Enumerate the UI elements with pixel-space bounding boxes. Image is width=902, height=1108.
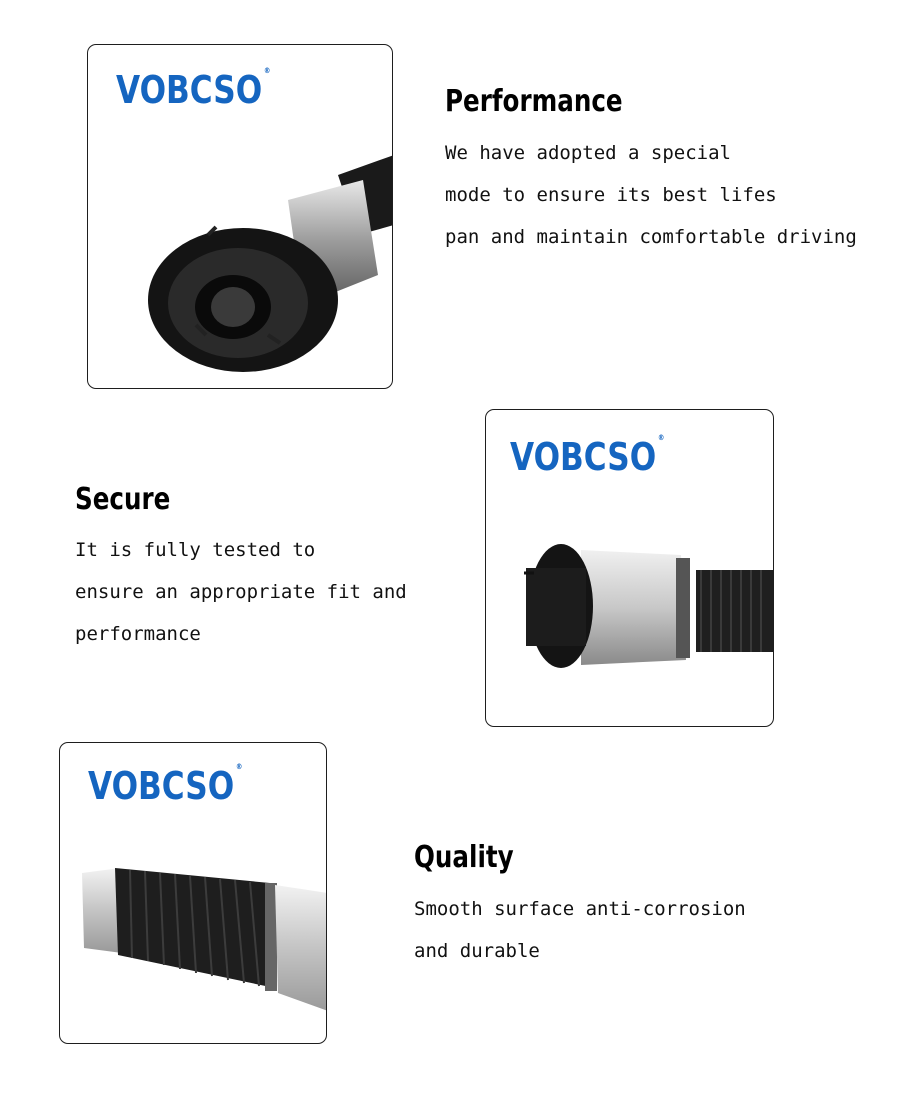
brand-logo: VOBCSO ® bbox=[510, 433, 665, 479]
product-image-card-performance bbox=[87, 44, 393, 389]
brand-logo: VOBCSO ® bbox=[116, 66, 271, 112]
brand-logo: VOBCSO ® bbox=[88, 762, 243, 808]
section-heading-secure: Secure bbox=[75, 482, 171, 517]
section-text-performance bbox=[445, 132, 857, 258]
text-line: performance bbox=[75, 623, 201, 645]
text-line: We have adopted a special bbox=[445, 142, 731, 164]
text-line: mode to ensure its best lifes bbox=[445, 184, 777, 206]
text-line: and durable bbox=[414, 940, 540, 962]
product-image-card-quality bbox=[59, 742, 327, 1044]
text-line: pan and maintain comfortable driving bbox=[445, 226, 857, 248]
text-line: ensure an appropriate fit and bbox=[75, 581, 407, 603]
text-line: It is fully tested to bbox=[75, 539, 316, 561]
section-text-secure bbox=[75, 529, 407, 655]
air-spring-side-image bbox=[486, 410, 774, 727]
air-spring-top-image bbox=[88, 45, 393, 389]
text-line: Smooth surface anti-corrosion bbox=[414, 898, 746, 920]
product-image-card-secure bbox=[485, 409, 774, 727]
air-spring-bellows-image bbox=[60, 743, 327, 1044]
section-text-quality bbox=[414, 888, 746, 972]
section-heading-performance: Performance bbox=[445, 84, 623, 119]
section-heading-quality: Quality bbox=[414, 840, 514, 875]
